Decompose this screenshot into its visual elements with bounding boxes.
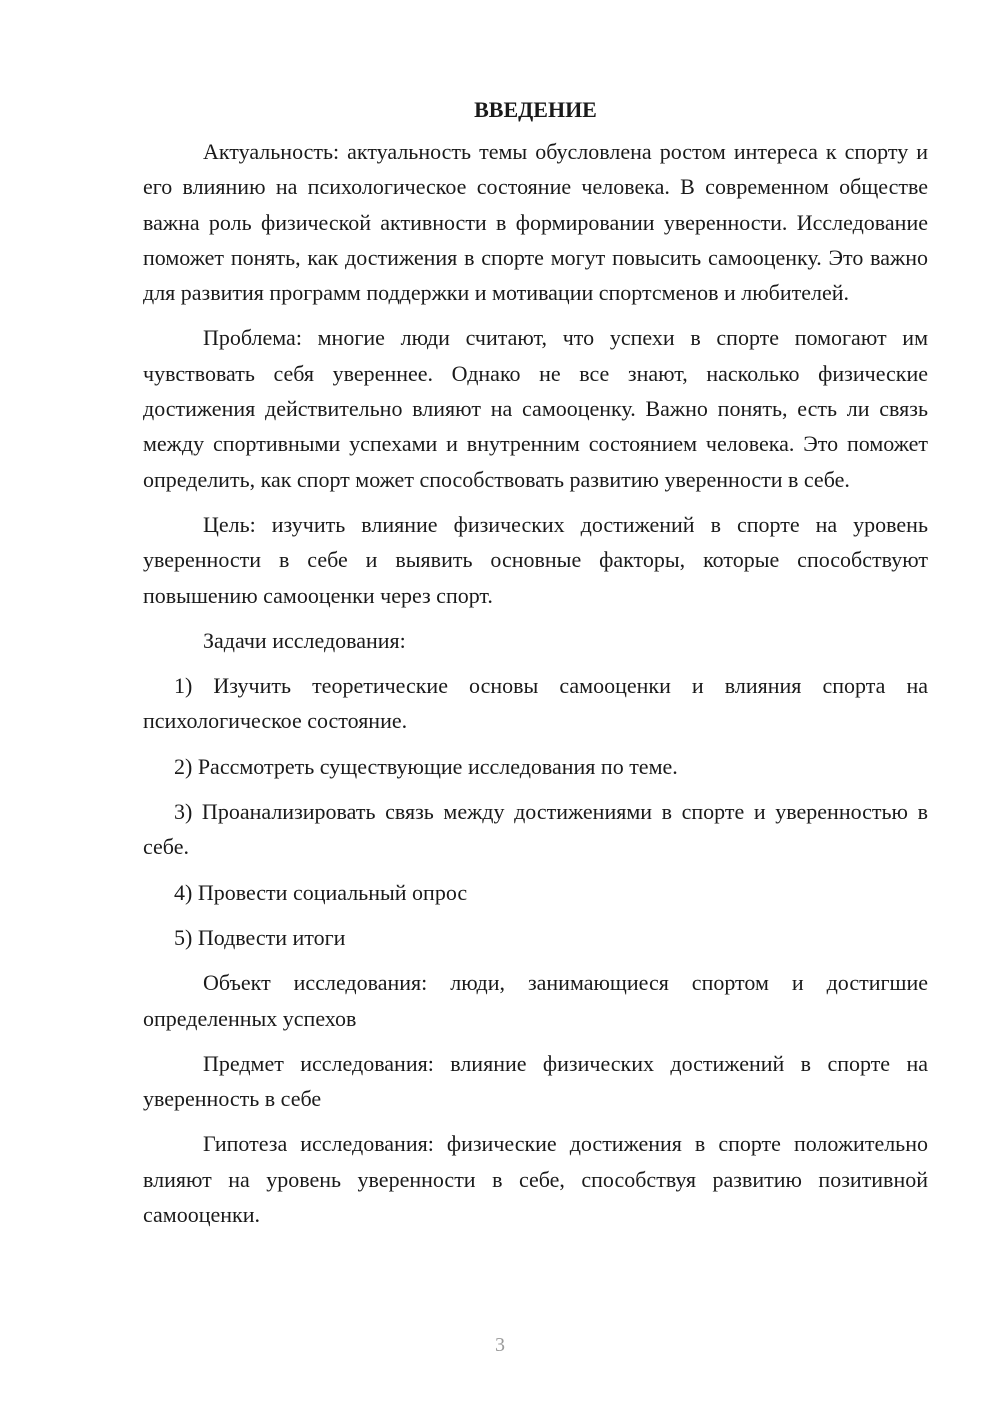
section-title: ВВЕДЕНИЕ — [474, 97, 597, 122]
object-paragraph: Объект исследования: люди, занимающиеся спортом и достигшие определенных успехов — [143, 970, 928, 1031]
task-item-1: 1) Изучить теоретические основы самооценки и влияния спорта на психологическое состояние. — [143, 673, 928, 734]
subject-paragraph: Предмет исследования: влияние физических достижений в спорте на уверенность в себе — [143, 1050, 928, 1112]
document-page — [143, 90, 928, 1242]
problem-paragraph: Проблема: многие люди считают, что успехи в спорте помогают им чувствовать себя увереннее. Однако не все знают, насколько физические достижения действительно влияют на самооценку. Важно понять, есть ли связь между спортивными успехами и внутренним состоянием человека. Это поможет определить, как спорт может способствовать развитию уверенности в себе. — [143, 325, 928, 492]
task-item-5: 5) Подвести итоги — [174, 924, 346, 950]
hypothesis-paragraph: Гипотеза исследования: физические достижения в спорте положительно влияют на уровень уверенности в себе, способствуя развитию позитивной самооценки. — [143, 1131, 928, 1228]
task-item-2: 2) Рассмотреть существующие исследования по теме. — [174, 753, 678, 779]
relevance-paragraph: Актуальность: актуальность темы обусловлена ростом интереса к спорту и его влиянию на психологическое состояние человека. В современном обществе важна роль физической активности в формировании уверенности. Исследование поможет понять, как достижения в спорте могут повысить самооценку. Это важно для развития программ поддержки и мотивации спортсменов и любителей. — [143, 139, 928, 306]
task-item-3: 3) Проанализировать связь между достижениями в спорте и уверенностью в себе. — [143, 799, 928, 860]
task-item-4: 4) Провести социальный опрос — [174, 879, 468, 905]
page-number: 3 — [495, 1334, 505, 1356]
tasks-heading: Задачи исследования: — [203, 627, 406, 653]
goal-paragraph: Цель: изучить влияние физических достижений в спорте на уровень уверенности в себе и выявить основные факторы, которые способствуют повышению самооценки через спорт. — [143, 511, 928, 608]
